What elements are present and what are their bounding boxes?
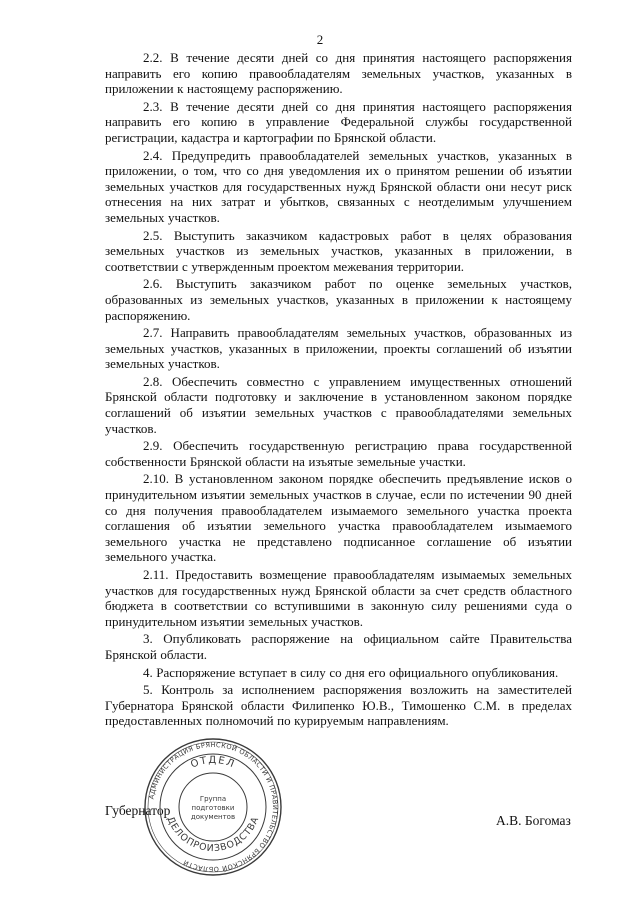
document-body: [105, 50, 572, 729]
paragraph-2-6: 2.6. Выступить заказчиком работ по оценке земельных участков, образованных из земельных участков, указанных в приложении к настоящему распоряжению.: [105, 276, 572, 323]
paragraph-2-8: 2.8. Обеспечить совместно с управлением имущественных отношений Брянской области подготовку и заключение в установленном законом порядке соглашений об изъятии земельных участков с правообладателями земельных участков.: [105, 373, 572, 436]
stamp-center-line-2: подготовки: [191, 804, 235, 812]
paragraph-5: 5. Контроль за исполнением распоряжения возложить на заместителей Губернатора Брянской области Филипенко Ю.В., Тимошенко С.М. в пределах предоставленных полномочий по курируемым направлениям.: [105, 682, 572, 729]
stamp-outer-text: АДМИНИСТРАЦИЯ БРЯНСКОЙ ОБЛАСТИ И ПРАВИТЕЛЬСТВО БРЯНСКОЙ ОБЛАСТИ: [147, 740, 280, 874]
paragraph-2-10: 2.10. В установленном законом порядке обеспечить предъявление исков о принудительном изъятии земельных участков в случае, если по истечении 90 дней со дня получения правообладателем изымаемого земельного участка проекта соглашения об изъятии земельного участка правообладателем изымаемого земельного участка не представлено подписанное соглашение об изъятии земельного участка.: [105, 471, 572, 565]
stamp-bottom-word: ДЕЛОПРОИЗВОДСТВА: [164, 814, 262, 855]
paragraph-2-11: 2.11. Предоставить возмещение правообладателям изымаемых земельных участков для государственных нужд Брянской области за счет средств областного бюджета в соответствии со вступившими в законную силу решениями суда о принудительном изъятии земельных участков.: [105, 567, 572, 629]
signature-name: А.В. Богомаз: [496, 813, 571, 828]
page-number: 2: [316, 32, 324, 47]
stamp-center-line-3: документов: [190, 813, 236, 821]
paragraph-4: 4. Распоряжение вступает в силу со дня его официального опубликования.: [143, 664, 559, 680]
stamp-top-word: ОТДЕЛ: [189, 754, 237, 771]
signature-title: Губернатор: [105, 803, 171, 818]
paragraph-2-2: 2.2. В течение десяти дней со дня принятия настоящего распоряжения направить его копию правообладателям земельных участков, указанных в приложении к настоящему распоряжению.: [105, 50, 572, 97]
paragraph-3: 3. Опубликовать распоряжение на официальном сайте Правительства Брянской области.: [105, 631, 572, 662]
paragraph-2-5: 2.5. Выступить заказчиком кадастровых работ в целях образования земельных участков из земельных участков, указанных в приложении, в соответствии с утвержденным проектом межевания территории.: [105, 227, 572, 274]
paragraph-2-9: 2.9. Обеспечить государственную регистрацию права государственной собственности Брянской области на изъятые земельные участки.: [105, 438, 572, 469]
paragraph-2-3: 2.3. В течение десяти дней со дня принятия настоящего распоряжения направить его копию в управление Федеральной службы государственной регистрации, кадастра и картографии по Брянской области.: [105, 98, 572, 145]
office-stamp: [143, 737, 283, 877]
paragraph-2-7: 2.7. Направить правообладателям земельных участков, образованных из земельных участков, указанных в приложении, проекты соглашений об изъятии земельных участков.: [105, 325, 572, 372]
stamp-center-line-1: Группа: [199, 795, 227, 803]
paragraph-2-4: 2.4. Предупредить правообладателей земельных участков, указанных в приложении, о том, что со дня уведомления их о принятом решении об изъятии земельных участков для государственных нужд Брянской области они несут риск отнесения на них затрат и убытков, связанных с неотделимым улучшением земельных участков.: [105, 147, 572, 225]
